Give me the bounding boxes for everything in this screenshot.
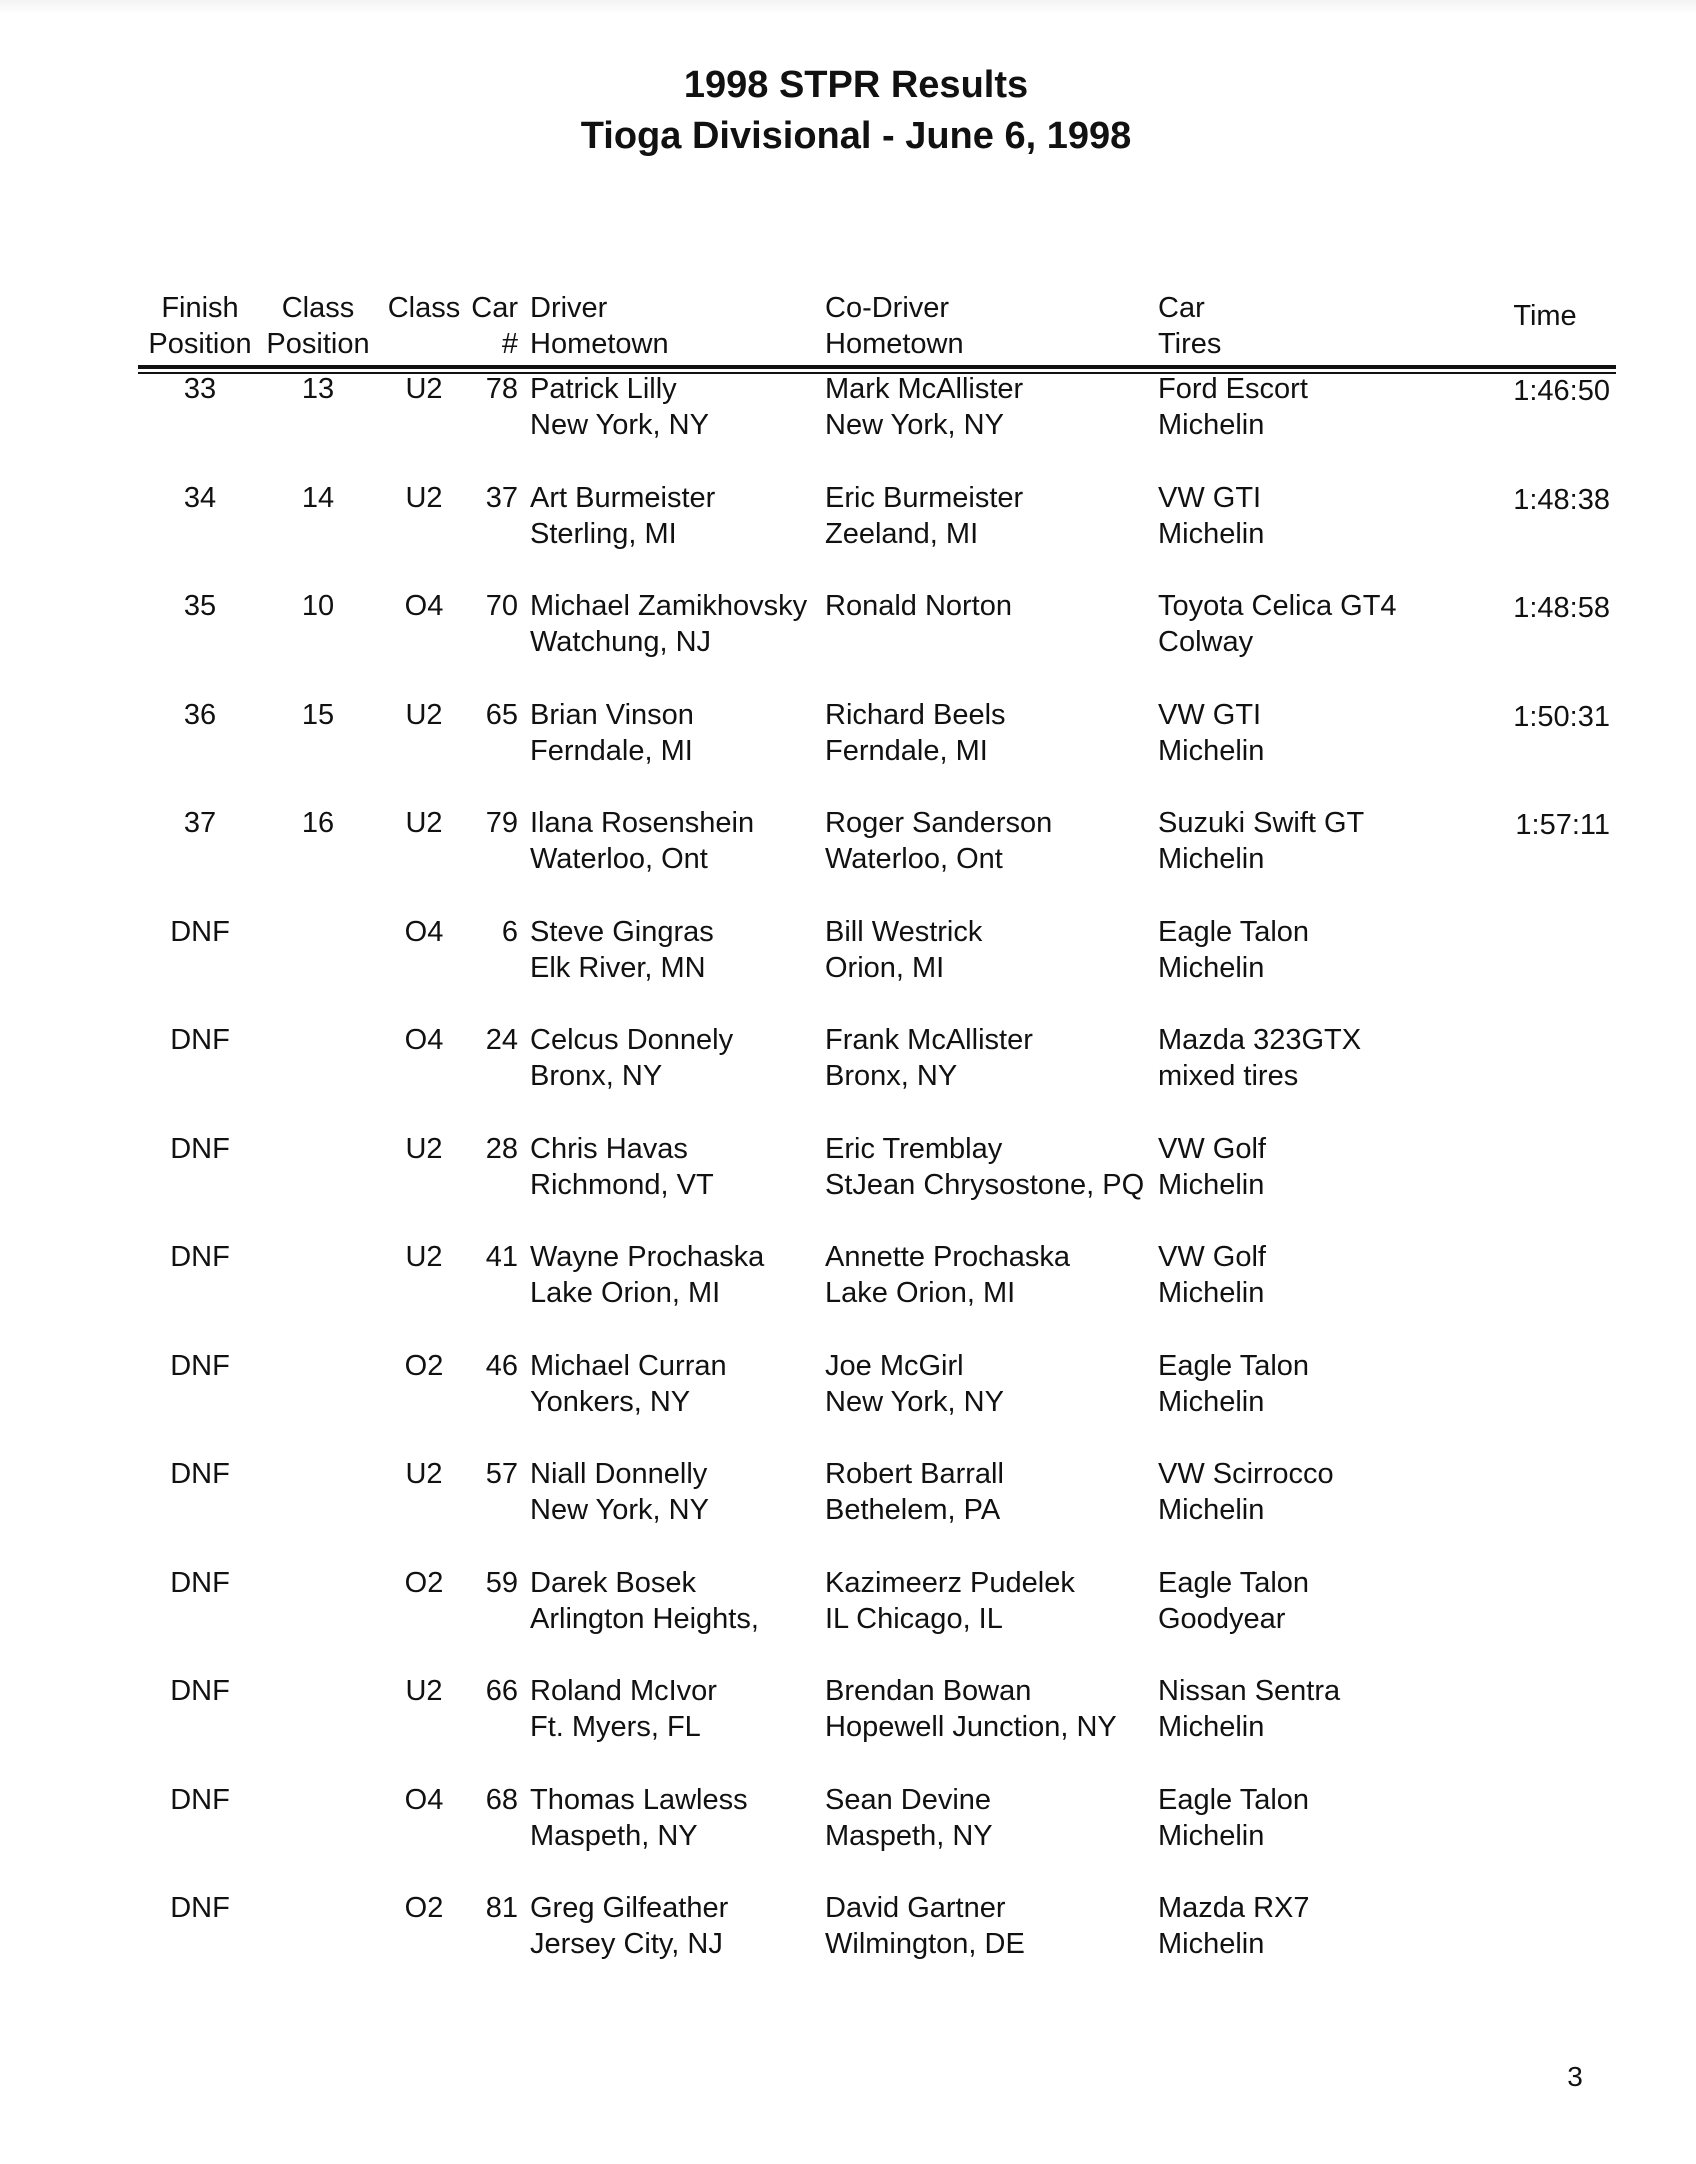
class-code: O2 <box>404 1892 444 1924</box>
driver-hometown: Lake Orion, MI <box>530 1277 721 1309</box>
driver-hometown: Bronx, NY <box>530 1060 663 1092</box>
driver-hometown: Sterling, MI <box>530 517 677 550</box>
finish-position: DNF <box>170 1892 230 1924</box>
car-model: Mazda RX7 <box>1158 1892 1310 1924</box>
header-codriver-hometown: Hometown <box>825 328 964 360</box>
driver-name: Wayne Prochaska <box>530 1241 765 1273</box>
codriver-hometown: Bronx, NY <box>825 1060 958 1092</box>
car-number: 59 <box>485 1566 518 1599</box>
class-code: U2 <box>405 1458 443 1490</box>
codriver-hometown: Zeeland, MI <box>825 517 979 550</box>
table-row <box>0 588 1696 668</box>
car-model: Eagle Talon <box>1158 915 1310 948</box>
header-car: Car <box>1158 292 1205 324</box>
header-finish-sub: Position <box>148 328 252 360</box>
class-code: U2 <box>405 698 443 731</box>
header-car-number-sub: # <box>501 328 518 360</box>
car-number: 57 <box>485 1458 518 1490</box>
class-code: O4 <box>404 915 444 948</box>
header-class-position-sub: Position <box>266 328 370 360</box>
codriver-hometown: Orion, MI <box>825 951 945 984</box>
car-number: 68 <box>485 1783 518 1816</box>
driver-hometown: Jersey City, NJ <box>530 1928 723 1960</box>
driver-name: Thomas Lawless <box>530 1783 748 1816</box>
driver-hometown: Elk River, MN <box>530 951 706 984</box>
class-position: 14 <box>301 481 335 514</box>
finish-position: 33 <box>183 373 217 405</box>
table-row <box>0 1131 1696 1211</box>
table-row <box>0 371 1696 451</box>
codriver-name: Richard Beels <box>825 698 1006 731</box>
header-car-number: Car <box>471 292 518 324</box>
codriver-name: Annette Prochaska <box>825 1241 1071 1273</box>
class-code: O4 <box>404 590 444 622</box>
codriver-hometown: Ferndale, MI <box>825 734 988 767</box>
car-number: 6 <box>501 915 518 948</box>
driver-hometown: Richmond, VT <box>530 1168 714 1201</box>
driver-name: Art Burmeister <box>530 481 716 514</box>
finish-position: DNF <box>170 1458 230 1490</box>
table-row <box>0 1673 1696 1753</box>
header-class: Class <box>387 292 461 324</box>
driver-name: Niall Donnelly <box>530 1458 708 1490</box>
class-code: O4 <box>404 1783 444 1816</box>
driver-name: Greg Gilfeather <box>530 1892 729 1924</box>
codriver-hometown: IL Chicago, IL <box>825 1602 1003 1635</box>
class-position: 16 <box>301 807 335 839</box>
finish-position: DNF <box>170 1783 230 1816</box>
table-row <box>0 1782 1696 1862</box>
car-number: 70 <box>485 590 518 622</box>
car-number: 28 <box>485 1132 518 1165</box>
class-code: U2 <box>405 807 443 839</box>
finish-position: DNF <box>170 1024 230 1056</box>
codriver-name: Mark McAllister <box>825 373 1024 405</box>
class-position: 10 <box>301 590 335 622</box>
car-number: 81 <box>485 1892 518 1924</box>
tire-brand: Michelin <box>1158 951 1265 984</box>
car-number: 37 <box>485 481 518 514</box>
driver-hometown: Arlington Heights, <box>530 1602 759 1635</box>
car-model: Eagle Talon <box>1158 1783 1310 1816</box>
finish-position: 35 <box>183 590 217 622</box>
codriver-hometown: StJean Chrysostone, PQ <box>825 1168 1145 1201</box>
driver-hometown: Ferndale, MI <box>530 734 693 767</box>
finish-position: DNF <box>170 1241 230 1273</box>
header-driver: Driver <box>530 292 608 324</box>
finish-time: 1:48:38 <box>1513 483 1610 516</box>
scan-edge <box>0 0 1696 14</box>
driver-name: Michael Zamikhovsky <box>530 590 808 622</box>
driver-name: Michael Curran <box>530 1349 727 1382</box>
class-code: U2 <box>405 373 443 405</box>
header-codriver: Co-Driver <box>825 292 950 324</box>
codriver-name: Frank McAllister <box>825 1024 1033 1056</box>
header-rule <box>138 365 1616 369</box>
codriver-name: Eric Burmeister <box>825 481 1024 514</box>
driver-hometown: Yonkers, NY <box>530 1385 691 1418</box>
finish-position: DNF <box>170 915 230 948</box>
codriver-hometown: Bethelem, PA <box>825 1494 1001 1526</box>
driver-hometown: Waterloo, Ont <box>530 843 708 875</box>
finish-position: DNF <box>170 1349 230 1382</box>
car-model: VW Scirrocco <box>1158 1458 1334 1490</box>
codriver-name: Eric Tremblay <box>825 1132 1003 1165</box>
class-code: O4 <box>404 1024 444 1056</box>
table-row <box>0 1890 1696 1970</box>
page-number: 3 <box>1567 2061 1583 2092</box>
class-code: O2 <box>404 1566 444 1599</box>
codriver-hometown: Lake Orion, MI <box>825 1277 1016 1309</box>
tire-brand: Michelin <box>1158 1168 1265 1201</box>
car-number: 66 <box>485 1675 518 1707</box>
driver-hometown: Maspeth, NY <box>530 1819 698 1852</box>
table-row <box>0 1239 1696 1319</box>
car-model: VW GTI <box>1158 698 1262 731</box>
table-row <box>0 1348 1696 1428</box>
car-model: Nissan Sentra <box>1158 1675 1341 1707</box>
tire-brand: Michelin <box>1158 1494 1265 1526</box>
car-number: 24 <box>485 1024 518 1056</box>
tire-brand: Michelin <box>1158 517 1265 550</box>
finish-position: DNF <box>170 1566 230 1599</box>
car-model: Eagle Talon <box>1158 1349 1310 1382</box>
finish-position: 34 <box>183 481 217 514</box>
codriver-name: Robert Barrall <box>825 1458 1004 1490</box>
car-model: Toyota Celica GT4 <box>1158 590 1397 622</box>
finish-time: 1:48:58 <box>1513 592 1610 624</box>
driver-name: Celcus Donnely <box>530 1024 734 1056</box>
driver-name: Steve Gingras <box>530 915 714 948</box>
tire-brand: Michelin <box>1158 843 1265 875</box>
class-code: U2 <box>405 1675 443 1707</box>
driver-name: Chris Havas <box>530 1132 688 1165</box>
header-time: Time <box>1513 300 1577 332</box>
header-tires: Tires <box>1158 328 1222 360</box>
car-number: 46 <box>485 1349 518 1382</box>
class-code: O2 <box>404 1349 444 1382</box>
car-model: VW Golf <box>1158 1241 1266 1273</box>
table-row <box>0 1456 1696 1536</box>
codriver-name: David Gartner <box>825 1892 1006 1924</box>
header-class-position: Class <box>281 292 355 324</box>
tire-brand: Colway <box>1158 626 1254 658</box>
finish-time: 1:50:31 <box>1513 700 1610 733</box>
codriver-name: Sean Devine <box>825 1783 992 1816</box>
table-row <box>0 480 1696 560</box>
page-subtitle: Tioga Divisional - June 6, 1998 <box>580 115 1132 157</box>
finish-position: 37 <box>183 807 217 839</box>
car-number: 65 <box>485 698 518 731</box>
driver-hometown: New York, NY <box>530 409 709 441</box>
codriver-name: Roger Sanderson <box>825 807 1053 839</box>
tire-brand: Michelin <box>1158 734 1265 767</box>
tire-brand: Michelin <box>1158 1277 1265 1309</box>
car-model: Eagle Talon <box>1158 1566 1310 1599</box>
page-title: 1998 STPR Results <box>683 64 1029 106</box>
table-row <box>0 914 1696 994</box>
table-row <box>0 1022 1696 1102</box>
codriver-hometown: Waterloo, Ont <box>825 843 1003 875</box>
codriver-name: Joe McGirl <box>825 1349 964 1382</box>
codriver-hometown: Wilmington, DE <box>825 1928 1025 1960</box>
class-code: U2 <box>405 481 443 514</box>
driver-name: Brian Vinson <box>530 698 694 731</box>
finish-position: DNF <box>170 1675 230 1707</box>
codriver-name: Brendan Bowan <box>825 1675 1032 1707</box>
codriver-name: Kazimeerz Pudelek <box>825 1566 1075 1599</box>
tire-brand: Michelin <box>1158 1385 1265 1418</box>
driver-name: Ilana Rosenshein <box>530 807 755 839</box>
car-model: Mazda 323GTX <box>1158 1024 1362 1056</box>
table-row <box>0 805 1696 885</box>
driver-hometown: New York, NY <box>530 1494 709 1526</box>
codriver-hometown: Hopewell Junction, NY <box>825 1711 1117 1743</box>
codriver-hometown: Maspeth, NY <box>825 1819 993 1852</box>
car-number: 41 <box>485 1241 518 1273</box>
header-finish: Finish <box>161 292 239 324</box>
table-row <box>0 1565 1696 1645</box>
driver-hometown: Ft. Myers, FL <box>530 1711 701 1743</box>
car-number: 78 <box>485 373 518 405</box>
tire-brand: Michelin <box>1158 1711 1265 1743</box>
class-position: 13 <box>301 373 335 405</box>
car-number: 79 <box>485 807 518 839</box>
codriver-hometown: New York, NY <box>825 1385 1004 1418</box>
tire-brand: Goodyear <box>1158 1602 1286 1635</box>
car-model: VW GTI <box>1158 481 1262 514</box>
car-model: VW Golf <box>1158 1132 1266 1165</box>
class-code: U2 <box>405 1241 443 1273</box>
driver-name: Darek Bosek <box>530 1566 697 1599</box>
car-model: Suzuki Swift GT <box>1158 807 1365 839</box>
class-position: 15 <box>301 698 335 731</box>
finish-time: 1:57:11 <box>1515 809 1610 841</box>
driver-hometown: Watchung, NJ <box>530 626 712 658</box>
codriver-hometown: New York, NY <box>825 409 1004 441</box>
codriver-name: Ronald Norton <box>825 590 1012 622</box>
finish-position: DNF <box>170 1132 230 1165</box>
tire-brand: Michelin <box>1158 1819 1265 1852</box>
table-row <box>0 697 1696 777</box>
car-model: Ford Escort <box>1158 373 1308 405</box>
tire-brand: mixed tires <box>1158 1060 1299 1092</box>
tire-brand: Michelin <box>1158 409 1265 441</box>
table-header <box>0 290 1696 370</box>
header-driver-hometown: Hometown <box>530 328 669 360</box>
codriver-name: Bill Westrick <box>825 915 983 948</box>
driver-name: Patrick Lilly <box>530 373 677 405</box>
tire-brand: Michelin <box>1158 1928 1265 1960</box>
class-code: U2 <box>405 1132 443 1165</box>
finish-position: 36 <box>183 698 217 731</box>
driver-name: Roland McIvor <box>530 1675 717 1707</box>
finish-time: 1:46:50 <box>1513 375 1610 407</box>
